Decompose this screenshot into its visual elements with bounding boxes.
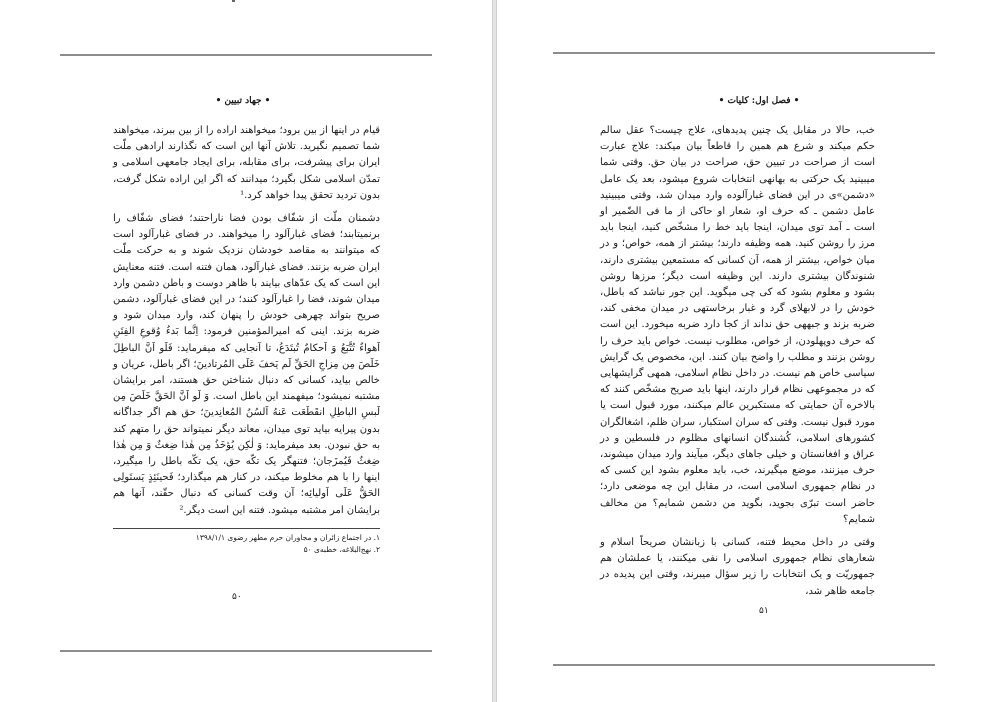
- top-mark: [232, 0, 235, 2]
- paragraph: دشمنان ملّت از شفّاف بودن فضا ناراحتند؛ فضای شفّاف را برنمیتابند؛ فضای غبارآلود را میخواهند. در فضای غبارآلود است که میتوانند به مقاصد خودشان نزدیک شوند و به حرکت ملّت ایران ضربه بزنند. فضای غبارآلود، همان فتنه است. فتنه معنایش این است که یک عدّهای بیایند با ظاهر دوست و باطن دشمن وارد میدان شوند، فضا را غبارآلود کنند؛ در این فضای غبارآلود، دشمن صریح بتواند چهرهی خودش را پنهان کند، وارد میدان شود و ضربه بزند. اینی که امیرالمؤمنین فرمود: اِنَّما بَدءُ وُقوعِ الفِتَنِ اَهواءٌ تُتَّبَعُ وَ اَحکامٌ تُبتَدَعُ، تا آنجایی که میفرماید: فَلَو اَنَّ الباطِلَ خَلَصَ مِن مِزاجِ الحَقِّ لَم یَخفَ عَلَی المُرتادینَ؛ اگر باطل، عریان و خالص بیاید، کسانی که دنبال شناختن حق هستند، امر برایشان مشتبه نمیشود؛ میفهمند این باطل است. وَ لَو اَنَّ الحَقَّ خَلَصَ مِن لَبسِ الباطِلِ انقَطَعَت عَنهُ اَلسُنُ المُعانِدینَ؛ حق هم اگر جداگانه بدون پیرایه بیاید توی میدان، معاند دیگر نمیتواند حق را متهم کند به حق نبودن. بعد میفرماید: وَ لٰکِن یُؤخَذُ مِن هٰذا ضِغثٌ وَ مِن هٰذا ضِغثٌ فَیُمزَجان؛ فتنهگر یک تکّه حق، یک تکّه باطل را میگیرد، اینها را با هم مخلوط میکند، در کنار هم میگذارد؛ فَحینَئِذٍ یَستَولِی الحَقُّ عَلَی اَولیائِه؛ آن وقت کسانی که دنبال حقّند، آنها هم برایشان امر مشتبه میشود. فتنه این است دیگر.²: [113, 213, 380, 516]
- footnotes: [113, 532, 380, 556]
- header-rule: [553, 52, 935, 54]
- left-page: [0, 0, 492, 702]
- paragraph: وقتی در داخل محیط فتنه، کسانی با زبانشان صریحاً اسلام و شعارهای نظام جمهوری اسلامی را نفی میکنند، یا عملشان هم جمهوریّت و یک انتخابات را زیر سؤال میبرند، وقتی این پدیده در جامعه ظاهر شد،: [600, 537, 875, 597]
- body-text: [113, 123, 380, 519]
- footnote: ۲. نهج‌البلاغه، خطبه‌ی ۵۰: [303, 545, 380, 554]
- right-page: [497, 0, 991, 702]
- footnote-rule: [113, 528, 380, 529]
- footnote: ۱. در اجتماع زائران و مجاوران حرم مطهر رضوی ۱۳۹۸/۱/۱: [195, 533, 380, 542]
- paragraph: قیام در اینها از بین برود؛ میخواهند اراده را از بین ببرند، میخواهند شما تصمیم نگیرید. تلاش آنها این است که نگذارند ارادهی ملّت ایران برای پیشرفت، برای مقابله، برای ایجاد جامعهی اسلامی و تمدّن اسلامی شکل بگیرد؛ میدانند که اگر این اراده شکل گرفت، بدون تردید تحقق پیدا خواهد کرد.¹: [113, 125, 380, 201]
- footer-rule: [60, 650, 432, 652]
- page-number: ۵۱: [759, 606, 769, 616]
- page-number: ۵۰: [232, 592, 242, 602]
- body-text: [600, 123, 875, 600]
- footer-rule: [553, 664, 935, 666]
- header-rule: [60, 54, 432, 56]
- paragraph: خب، حالا در مقابل یک چنین پدیدهای، علاج چیست؟ عقل سالم حکم میکند و شرع هم همین را قاطعاً بیان میکند: علاج عبارت است از صراحت در تبیین حق، صراحت در بیان حق. وقتی شما میبینید یک حرکتی به بهانهی انتخابات شروع میشود، بعد یک عامل «دشمن»ی در این فضای غبارآلوده وارد میدان شد، وقتی میبینید عامل دشمن ـ که حرف او، شعار او حاکی از ما فی الضّمیر او است ـ آمد توی میدان، اینجا باید خط را مشخّص کنید، اینجا باید مرز را روشن کنید. همه وظیفه دارند؛ بیشتر از همه، خواص؛ و در میان خواص، بیشتر از همه، آن کسانی که مستمعین بیشتری دارند، شنوندگان بیشتری دارند. این وظیفه است دیگر؛ مرزها روشن بشود و معلوم بشود که کی چی میگوید. این جور نباشد که باطل، خودش را در لابهلای گرد و غبار برخاستهی در میدان مخفی کند، ضربه بزند و جبههی حق نداند از کجا دارد ضربه میخورد. این است که حرف دوپهلودن، از خواص، مطلوب نیست. خواص باید حرف را روشن بزنند و مطلب را واضح بیان کنند. این، مخصوص یک گرایش سیاسی خاص هم نیست. در داخل نظام اسلامی، همهی گرایشهایی که در مجموعهی نظام قرار دارند، اینها باید صریح مشخّص کنند که بالاخره آن حمایتی که مستکبرین عالم میکنند، مورد قبول است یا مورد قبول نیست. وقتی که سران استکبار، سران ظلم، اشغالگران کشورهای اسلامی، کُشندگان انسانهای مظلوم در فلسطین و در عراق و افغانستان و خیلی جاهای دیگر، میآیند وارد میدان میشوند، حرف میزنند، موضع میگیرند، خب، باید معلوم بشود این کسی که در نظام جمهوری اسلامی است، در مقابل این چه موضعی دارد؛ حاضر است تبرّی بجوید، بگوید من دشمن شمایم؟ من مخالف شمایم؟: [600, 125, 875, 525]
- running-header: • فصل اول: کلیات •: [718, 96, 800, 106]
- running-header: • جهاد تبیین •: [215, 96, 271, 106]
